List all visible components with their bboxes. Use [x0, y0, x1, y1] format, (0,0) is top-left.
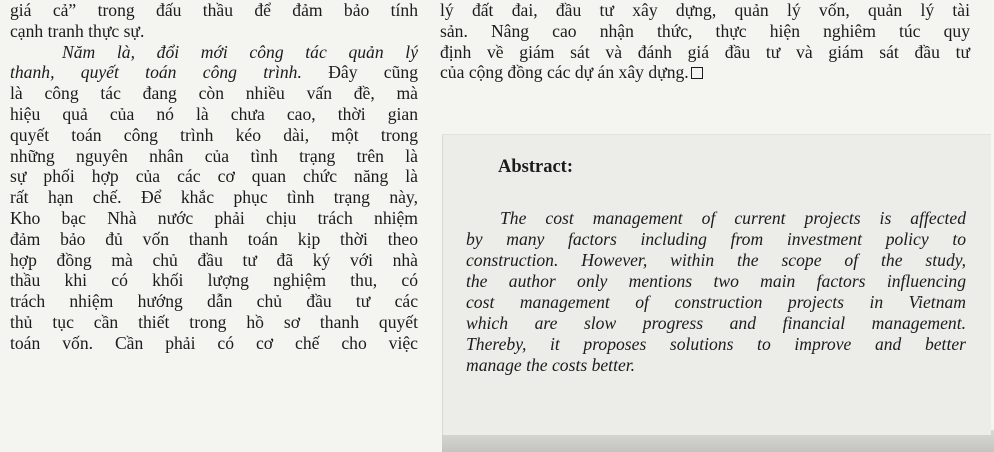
paragraph-line: là công tác đang còn nhiều vấn đề, mà: [10, 83, 418, 104]
paragraph-line: thầu khi có khối lượng nghiệm thu, có: [10, 270, 418, 291]
paragraph-line: giá cả” trong đấu thầu để đảm bảo tính: [10, 0, 418, 20]
right-text-column: [440, 0, 970, 83]
paragraph-line: thủ tục cần thiết trong hồ sơ thanh quyết: [10, 311, 418, 332]
paragraph-line: lý đất đai, đầu tư xây dựng, quản lý vốn, quản lý tài: [440, 0, 970, 20]
paragraph-line: hiệu quả của nó là chưa cao, thời gian: [10, 103, 418, 124]
abstract-line: which are slow progress and financial management.: [466, 313, 966, 333]
abstract-line: the author only mentions two main factors influencing: [466, 271, 966, 291]
paragraph-line: đảm bảo đủ vốn thanh toán kịp thời theo: [10, 228, 418, 249]
abstract-line: The cost management of current projects is affected: [500, 208, 966, 228]
section-heading-line: Năm là, đổi mới công tác quản lý: [62, 41, 418, 62]
paragraph-line: sản. Nâng cao nhận thức, thực hiện nghiêm túc quy: [440, 20, 970, 41]
end-of-article-square-icon: [691, 67, 703, 79]
abstract-line: construction. However, within the scope of the study,: [466, 250, 966, 270]
paragraph-line: quyết toán công trình kéo dài, một trong: [10, 124, 418, 145]
abstract-title: Abstract:: [498, 157, 574, 177]
paragraph-line: hợp đồng mà chủ đầu tư đã ký với nhà: [10, 249, 418, 270]
abstract-line: by many factors including from investment policy to: [466, 229, 966, 249]
paragraph-fragment: Đây cũng: [301, 62, 419, 83]
abstract-line: Thereby, it proposes solutions to improve and better: [466, 334, 966, 354]
left-text-column: [10, 0, 418, 354]
section-heading-fragment: thanh, quyết toán công trình.: [10, 62, 302, 83]
paragraph-fragment: của cộng đồng các dự án xây dựng.: [440, 62, 689, 83]
paragraph-line: những nguyên nhân của tình trạng trên là: [10, 145, 418, 166]
abstract-line: cost management of construction projects in Vietnam: [466, 292, 966, 312]
paragraph-line: [10, 62, 418, 83]
paragraph-line: toán vốn. Cần phải có cơ chế cho việc: [10, 332, 418, 353]
paragraph-line: sự phối hợp của các cơ quan chức năng là: [10, 166, 418, 187]
paragraph-line: [440, 62, 970, 83]
paragraph-line: cạnh tranh thực sự.: [10, 20, 145, 41]
abstract-line: manage the costs better.: [466, 355, 636, 375]
paragraph-line: rất hạn chế. Để khắc phục tình trạng này,: [10, 187, 418, 208]
abstract-body: [466, 208, 966, 376]
paragraph-line: định về giám sát và đánh giá đầu tư và giám sát đầu tư: [440, 41, 970, 62]
paragraph-line: trách nhiệm hướng dẫn chủ đầu tư các: [10, 291, 418, 312]
paragraph-line: Kho bạc Nhà nước phải chịu trách nhiệm: [10, 207, 418, 228]
